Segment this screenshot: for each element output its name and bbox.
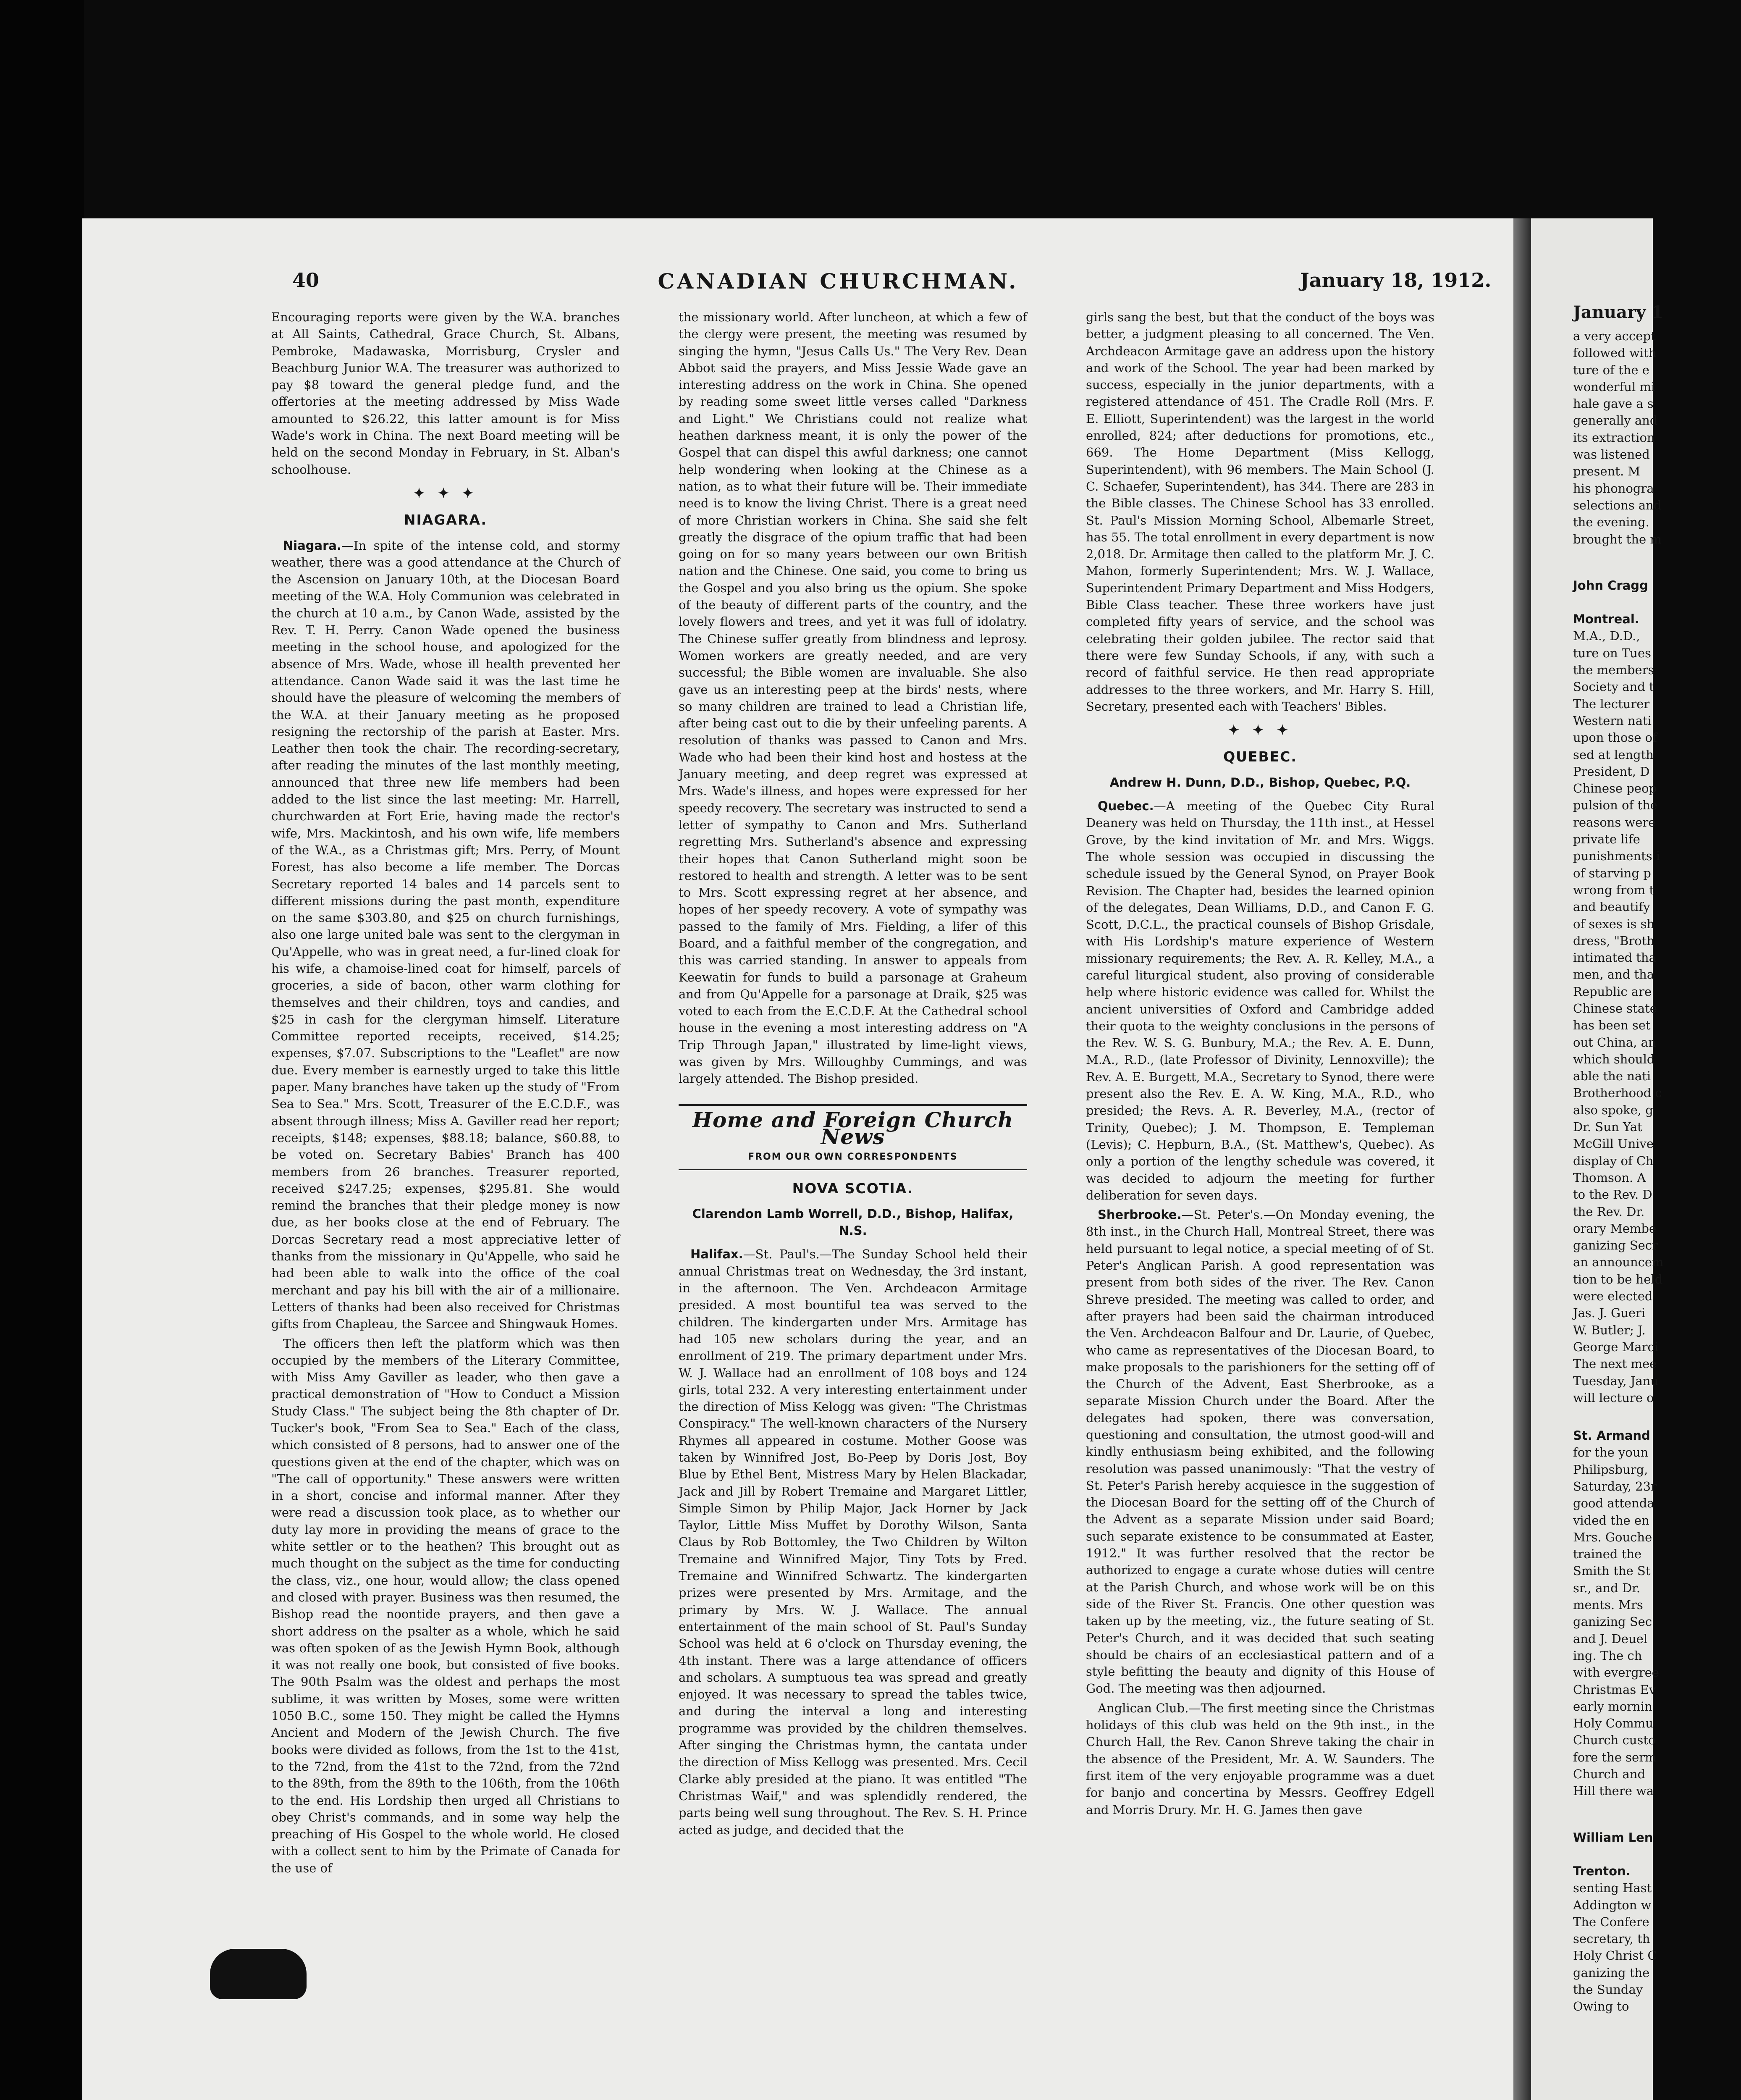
adjacent-place-lead-trenton: Trenton. bbox=[1573, 1864, 1631, 1878]
adjacent-line: able the nati bbox=[1573, 1069, 1651, 1084]
adjacent-line: ture on Tues bbox=[1573, 646, 1651, 660]
adjacent-line: upon those of bbox=[1573, 730, 1657, 745]
adjacent-line: McGill Unive bbox=[1573, 1137, 1654, 1151]
adjacent-line: ganizing Sec bbox=[1573, 1614, 1652, 1629]
halifax-paragraph bbox=[679, 1246, 1027, 1838]
adjacent-line: private life bbox=[1573, 832, 1640, 847]
issue-date: January 18, 1912. bbox=[1300, 269, 1492, 291]
adjacent-line: wonderful mi bbox=[1573, 379, 1655, 394]
adjacent-line: selections and bbox=[1573, 498, 1662, 512]
adjacent-line: an announcem bbox=[1573, 1255, 1664, 1270]
adjacent-line: ganizing Secr bbox=[1573, 1238, 1658, 1253]
adjacent-line: Owing to bbox=[1573, 1999, 1629, 2014]
adjacent-line: the Rev. Dr. bbox=[1573, 1204, 1645, 1219]
adjacent-line: with evergree bbox=[1573, 1665, 1659, 1680]
adjacent-line: vided the en bbox=[1573, 1513, 1649, 1528]
adjacent-line: secretary, th bbox=[1573, 1932, 1650, 1946]
adjacent-place-lead-montreal: Montreal. bbox=[1573, 612, 1639, 627]
adjacent-lines-b bbox=[1573, 627, 1741, 1406]
adjacent-line: of sexes is sh bbox=[1573, 916, 1655, 931]
adjacent-line: for the youn bbox=[1573, 1445, 1649, 1460]
adjacent-line: ments. Mrs bbox=[1573, 1598, 1643, 1612]
adjacent-line: senting Hast bbox=[1573, 1881, 1652, 1895]
adjacent-line: dress, "Broth bbox=[1573, 933, 1655, 948]
diocese-heading-niagara: NIAGARA. bbox=[404, 512, 488, 528]
adjacent-line: Chinese state bbox=[1573, 1001, 1657, 1016]
niagara-paragraph bbox=[271, 537, 620, 1333]
adjacent-place-lead-st-armand: St. Armand bbox=[1573, 1428, 1650, 1443]
adjacent-line: The lecturer bbox=[1573, 696, 1650, 711]
adjacent-line: Church and bbox=[1573, 1767, 1646, 1782]
scanner-thumb-shadow bbox=[210, 1949, 307, 1999]
adjacent-line: intimated tha bbox=[1573, 950, 1656, 965]
adjacent-line: sr., and Dr. bbox=[1573, 1580, 1641, 1595]
china-address-paragraph: the missionary world. After luncheon, at which a few of the clergy were present, the meeting was resumed by singing the hymn, "Jesus Calls Us." The Very Rev. Dean Abbot said the prayers, and Miss Jessie Wade gave an interesting address on the work in China. She opened by reading some sweet little verses called "Darkness and Light." We Christians could not realize what heathen darkness meant, it is only the power of the Gospel that can dispel this awful darkness; one cannot help wondering when looking at the Chinese as a nation, as to what their future will be. Their immediate need is to know the living Christ. There is a great need of more Christian workers in China. She said she felt greatly the disgrace of the opium traffic that had been going on for so many years between our own British nation and the Chinese. One said, you come to bring us the Gospel and you also bring us the opium. She spoke of the beauty of different parts of the country, and the lovely flowers and trees, and yet it was full of idolatry. The Chinese suffer greatly from blindness and leprosy. Women workers are greatly needed, and are very successful; the Bible women are invaluable. She also gave us an interesting peep at the birds' nests, where so many children are trained to lead a Christian life, after being cast out to die by their unfeeling parents. A resolution of thanks was passed to Canon and Mrs. Wade who had been their kind host and hostess at the January meeting, and deep regret was expressed at Mrs. Wade's illness, and hopes were expressed for her speedy recovery. The secretary was instructed to send a letter of sympathy to Canon and Mrs. Sutherland regretting Mrs. Sutherland's absence and expressing their hopes that Canon Sutherland might soon be restored to health and strength. A letter was to be sent to Mrs. Scott expressing regret at her absence, and hopes of her speedy recovery. A vote of sympathy was passed to the family of Mrs. Fielding, a lifer of this Board, and a faithful member of the congregation, and this was carried standing. In answer to appeals from Keewatin for funds to build a parsonage at Graheum and from Qu'Appelle for a parsonage at Draik, $25 was voted to each from the E.C.D.F. At the Cathedral school house in the evening a most interesting address on "A Trip Through Japan," illustrated by lime-light views, was given by Mrs. Willoughby Cummings, and was largely attended. The Bishop presided. bbox=[679, 310, 1027, 1086]
adjacent-line: Thomson. A bbox=[1573, 1170, 1646, 1185]
adjacent-line: ganizing the bbox=[1573, 1965, 1650, 1980]
adjacent-line: followed with bbox=[1573, 346, 1657, 360]
adjacent-line: early mornin bbox=[1573, 1699, 1652, 1714]
banner-subtitle: FROM OUR OWN CORRESPONDENTS bbox=[748, 1152, 958, 1163]
adjacent-line: Holy Christ C bbox=[1573, 1948, 1657, 1963]
adjacent-bishop-heading-1: John Cragg bbox=[1573, 578, 1648, 593]
newspaper-page bbox=[82, 218, 1513, 2100]
diocese-heading-nova-scotia: NOVA SCOTIA. bbox=[792, 1180, 914, 1197]
adjacent-line: his phonogra bbox=[1573, 481, 1654, 496]
adjacent-line: Western nati bbox=[1573, 713, 1652, 728]
adjacent-line: and beautify bbox=[1573, 900, 1650, 914]
adjacent-line: Christmas Ev bbox=[1573, 1682, 1656, 1697]
anglican-club-paragraph: Anglican Club.—The first meeting since the Christmas holidays of this club was held on the 9th inst., in the Church Hall, the Rev. Canon Shreve taking the chair in the absence of the President, Mr. A. W. Saunders. The first item of the very enjoyable programme was a duet for banjo and concertina by Messrs. Geoffrey Edgell and Morris Drury. Mr. H. G. James then gave bbox=[1086, 1701, 1434, 1817]
column-2 bbox=[679, 309, 1027, 1841]
adjacent-line: also spoke, g bbox=[1573, 1102, 1653, 1117]
adjacent-lines-c bbox=[1573, 1444, 1741, 1799]
adjacent-bishop-heading-2: William Len bbox=[1573, 1830, 1653, 1845]
adjacent-line: brought the m bbox=[1573, 532, 1662, 546]
adjacent-line: generally and bbox=[1573, 413, 1658, 428]
adjacent-line: the evening. bbox=[1573, 515, 1649, 530]
adjacent-line: Chinese peop bbox=[1573, 781, 1657, 796]
page-number: 40 bbox=[292, 269, 320, 291]
column-3 bbox=[1086, 309, 1434, 1821]
section-banner bbox=[679, 1104, 1027, 1170]
adjacent-line: trained the bbox=[1573, 1547, 1642, 1562]
adjacent-line: were elected bbox=[1573, 1289, 1653, 1304]
adjacent-line: Saturday, 23r bbox=[1573, 1479, 1657, 1494]
bishop-line-nova-scotia: Clarendon Lamb Worrell, D.D., Bishop, Halifax, N.S. bbox=[692, 1206, 1014, 1238]
niagara-paragraph-2: The officers then left the platform which was then occupied by the members of the Literary Committee, with Miss Amy Gaviller as leader, who then gave a practical demonstration of "How to Conduct a Mission Study Class." The subject being the 8th chapter of Dr. Tucker's book, "From Sea to Sea." Each of the class, which consisted of 8 persons, had to answer one of the questions given at the end of the chapter, which was on "The call of opportunity." These answers were written in a short, concise and informal manner. After they were read a discussion took place, as to whether our duty lay more in providing the means of grace to the white settler or to the heathen? This brought out as much thought on the subject as the time for conducting the class, viz., one hour, would allow; the class opened and closed with prayer. Business was then resumed, the Bishop read the noontide prayers, and then gave a short address on the psalter as a whole, which he said was often spoken of as the Jewish Hymn Book, although it was not really one book, but consisted of five books. The 90th Psalm was the oldest and perhaps the most sublime, it was written by Moses, some were written 1050 B.C., some 150. They might be called the Hymns Ancient and Modern of the Jewish Church. The five books were divided as follows, from the 1st to the 41st, to the 72nd, from the 41st to the 72nd, from the 72nd to the 89th, from the 89th to the 106th, from the 106th to the end. His Lordship then urged all Christians to obey Christ's commands, and in some way help the preaching of His Gospel to the whole world. He closed with a collect sent to him by the Primate of Canada for the use of bbox=[271, 1336, 620, 1875]
adjacent-line: Dr. Sun Yat bbox=[1573, 1120, 1642, 1134]
adjacent-line: sed at length bbox=[1573, 747, 1654, 762]
adjacent-line: wrong from t bbox=[1573, 882, 1654, 897]
adjacent-line: which should bbox=[1573, 1052, 1655, 1066]
adjacent-line: and J. Deuel bbox=[1573, 1631, 1648, 1646]
page-gutter bbox=[1513, 218, 1531, 2100]
adjacent-line: Mrs. Gouche bbox=[1573, 1530, 1652, 1544]
adjacent-line: out China, an bbox=[1573, 1035, 1656, 1050]
adjacent-line: M.A., D.D., bbox=[1573, 629, 1640, 643]
adjacent-line: pulsion of the bbox=[1573, 798, 1657, 813]
adjacent-lines-a bbox=[1573, 328, 1741, 548]
adjacent-line: present. M bbox=[1573, 464, 1641, 479]
adjacent-line: the members bbox=[1573, 663, 1654, 677]
adjacent-line: George Marci bbox=[1573, 1339, 1658, 1354]
adjacent-page-date: January 1 bbox=[1573, 302, 1663, 322]
adjacent-page-column bbox=[1573, 328, 1741, 2015]
section-ornament: ✦ ✦ ✦ bbox=[1228, 722, 1293, 738]
adjacent-line: Brotherhood c bbox=[1573, 1086, 1662, 1100]
adjacent-line: Jas. J. Gueri bbox=[1573, 1306, 1646, 1320]
niagara-text: —In spite of the intense cold, and stormy weather, there was a good attendance at the Church of the Ascension on January 10th, at the Diocesan Board meeting of the W.A. Holy Communion was celebrated in the church at 10 a.m., by Canon Wade, assisted by the Rev. T. H. Perry. Canon Wade opened the business meeting in the school house, and apologized for the absence of Mrs. Wade, whose ill health prevented her attendance. Canon Wade said it was the last time he should have the pleasure of welcoming the members of the W.A. at their January meeting as he proposed resigning the rectorship of the parish at Easter. Mrs. Leather then took the chair. The recording-secretary, after reading the minutes of the last monthly meeting, announced that three new life members had been added to the list since the last meeting: Mr. Harrell, churchwarden at Fort Erie, having made the rector's wife, Mrs. Mackintosh, and his own wife, life members of the W.A., as a Christmas gift; Mrs. Perry, of Mount Forest, has also become a life member. The Dorcas Secretary reported 14 bales and 14 parcels sent to different missions during the past month, expenditure on the same $303.80, and $25 on church furnishings, also one large united bale was sent to the clergyman in Qu'Appelle, who was in great need, a fur-lined cloak for his wife, a chamoise-lined coat for himself, parcels of groceries, a side of bacon, other warm clothing for themselves and their children, toys and candies, and $25 in cash for the clergyman himself. Literature Committee reported receipts, received, $14.25; expenses, $7.07. Subscriptions to the "Leaflet" are now due. Every member is earnestly urged to take this little paper. Many branches have taken up the study of "From Sea to Sea." Mrs. Scott, Treasurer of the E.C.D.F., was absent through illness; Miss A. Gaviller read her report; receipts, $148; expenses, $88.18; balance, $60.88, to be voted on. Secretary Babies' Branch has 400 members from 26 branches. Treasurer reported, received $247.25; expenses, $295.81. She would remind the branches that their pledge money is now due, as her books close at the end of February. The Dorcas Secretary read a most appreciative letter of thanks from the missionary in Qu'Appelle, who said he had been able to walk into the office of the coal merchant and pay his bill with the air of a millionaire. Letters of thanks had been also received for Christmas gifts from Chapleau, the Sarcee and Shingwauk Homes. bbox=[271, 538, 620, 1331]
adjacent-line: display of Ch bbox=[1573, 1153, 1654, 1168]
bishop-line-quebec: Andrew H. Dunn, D.D., Bishop, Quebec, P.Q. bbox=[1109, 775, 1411, 790]
adjacent-line: the Sunday bbox=[1573, 1982, 1643, 1997]
place-lead-niagara: Niagara. bbox=[283, 538, 341, 553]
adjacent-line: Smith the St bbox=[1573, 1564, 1651, 1578]
adjacent-line: of starving p bbox=[1573, 866, 1651, 880]
diocese-heading-quebec: QUEBEC. bbox=[1223, 748, 1297, 765]
adjacent-line: ture of the e bbox=[1573, 362, 1649, 377]
publication-title: CANADIAN CHURCHMAN. bbox=[658, 269, 1019, 294]
adjacent-line: President, D bbox=[1573, 764, 1650, 779]
adjacent-line: orary Membe bbox=[1573, 1221, 1657, 1236]
page-header bbox=[82, 269, 1513, 302]
adjacent-line: has been set bbox=[1573, 1018, 1651, 1033]
quebec-paragraph bbox=[1086, 798, 1434, 1204]
wa-branches-paragraph: Encouraging reports were given by the W.A. branches at All Saints, Cathedral, Grace Church, St. Albans, Pembroke, Madawaska, Morrisburg, Crysler and Beachburg Junior W.A. The treasurer was authorized to pay $8 toward the general pledge fund, and the offertories at the meeting addressed by Miss Wade amounted to $26.22, this latter amount is for Miss Wade's work in China. The next Board meeting will be held on the second Monday in February, in St. Alban's schoolhouse. bbox=[271, 310, 620, 477]
adjacent-page bbox=[1531, 218, 1664, 2100]
place-lead-quebec: Quebec. bbox=[1098, 799, 1154, 814]
adjacent-line: a very accept bbox=[1573, 329, 1656, 343]
adjacent-line: to the Rev. D bbox=[1573, 1187, 1652, 1202]
adjacent-line: The next mee bbox=[1573, 1357, 1657, 1371]
adjacent-line: will lecture o bbox=[1573, 1390, 1654, 1405]
adjacent-line: Addington w bbox=[1573, 1898, 1652, 1912]
adjacent-line: ing. The ch bbox=[1573, 1648, 1642, 1663]
sherbrooke-paragraph bbox=[1086, 1206, 1434, 1697]
adjacent-line: tion to be held bbox=[1573, 1272, 1663, 1286]
banner-title: Home and Foreign Church News bbox=[692, 1107, 1014, 1149]
adjacent-lines-d bbox=[1573, 1880, 1741, 2015]
adjacent-line: The Confere bbox=[1573, 1914, 1649, 1929]
sunday-school-paragraph: girls sang the best, but that the conduct of the boys was better, a judgment pleasing to all concerned. The Ven. Archdeacon Armitage gave an address upon the history and work of the School. The year had been marked by success, especially in the junior departments, with a registered attendance of 451. The Cradle Roll (Mrs. F. E. Elliott, Superintendent) was the largest in the world enrolled, 824; after deductions for promotions, etc., 669. The Home Department (Miss Kellogg, Superintendent), with 96 members. The Main School (J. C. Schaefer, Superintendent), has 344. There are 283 in the Bible classes. The Chinese School has 33 enrolled. St. Paul's Mission Morning School, Albemarle Street, has 55. The total enrollment in every department is now 2,018. Dr. Armitage then called to the platform Mr. J. C. Mahon, formerly Superintendent; Mrs. W. J. Wallace, Superintendent Primary Department and Miss Hodgers, Bible Class teacher. These three workers have just completed fifty years of service, and the school was celebrating their golden jubilee. The rector said that there were few Sunday Schools, if any, with such a record of faithful service. He then read appropriate addresses to the three workers, and Mr. Harry S. Hill, Secretary, presented each with Teachers' Bibles. bbox=[1086, 310, 1434, 714]
adjacent-line: Hill there wa bbox=[1573, 1784, 1654, 1798]
adjacent-line: Tuesday, Janu bbox=[1573, 1373, 1659, 1388]
adjacent-line: good attenda bbox=[1573, 1496, 1654, 1511]
column-1 bbox=[271, 309, 620, 1879]
place-lead-halifax: Halifax. bbox=[690, 1247, 743, 1262]
place-lead-sherbrooke: Sherbrooke. bbox=[1098, 1208, 1182, 1222]
adjacent-line: its extraction bbox=[1573, 430, 1655, 445]
adjacent-line: Republic are bbox=[1573, 984, 1652, 999]
quebec-text: —A meeting of the Quebec City Rural Deanery was held on Thursday, the 11th inst., at Hessel Grove, by the kind invitation of Mr. and Mrs. Wiggs. The whole session was occupied in discussing the schedule issued by the General Synod, on Prayer Book Revision. The Chapter had, besides the learned opinion of the delegates, Dean Williams, D.D., and Canon F. G. Scott, D.C.L., the practical counsels of Bishop Grisdale, with His Lordship's mature experience of Western missionary requirements; the Rev. A. R. Kelley, M.A., a careful liturgical student, also proving of considerable help where historic evidence was called for. Whilst the ancient universities of Oxford and Cambridge added their quota to the weighty conclusions in the persons of the Rev. W. S. G. Bunbury, M.A.; the Rev. A. E. Dunn, M.A., R.D., (late Professor of Divinity, Lennoxville); the Rev. A. E. Burgett, M.A., Secretary to Synod, there were present also the Rev. E. A. W. King, M.A., R.D., who presided; the Revs. A. R. Beverley, M.A., (rector of Trinity, Quebec); J. M. Thompson, E. Templeman (Levis); C. Hepburn, B.A., (St. Matthew's, Quebec). As only a portion of the lengthy schedule was covered, it was decided to adjourn the meeting for further deliberation for seven days. bbox=[1086, 799, 1434, 1202]
sherbrooke-text: —St. Peter's.—On Monday evening, the 8th inst., in the Church Hall, Montreal Street, there was held pursuant to legal notice, a special meeting of of St. Peter's Anglican Parish. A good representation was present from both sides of the river. The Rev. Canon Shreve presided. The meeting was called to order, and after prayers had been said the chairman introduced the Ven. Archdeacon Balfour and Dr. Laurie, of Quebec, who came as representatives of the Diocesan Board, to make proposals to the parishioners for the setting off of the Church of the Advent, East Sherbrooke, as a separate Mission Church under the Board. After the delegates had spoken, there was conversation, questioning and consultation, the utmost good-will and kindly enthusiasm being exhibited, and the following resolution was passed unanimously: "That the vestry of St. Peter's Parish hereby acquiesce in the suggestion of the Diocesan Board for the setting off of the Church of the Advent as a separate Mission under said Board; such separate existence to be consummated at Easter, 1912." It was further resolved that the rector be authorized to engage a curate whose duties will centre at the Parish Church, and whose work will be on this side of the River St. Francis. One other question was taken up by the meeting, viz., the future seating of St. Peter's Church, and it was decided that such seating should be chairs of an ecclesiastical pattern and of a style befitting the beauty and dignity of this House of God. The meeting was then adjourned. bbox=[1086, 1208, 1434, 1696]
section-ornament: ✦ ✦ ✦ bbox=[413, 485, 478, 501]
adjacent-line: Philipsburg, bbox=[1573, 1462, 1648, 1477]
adjacent-line: Society and t bbox=[1573, 680, 1654, 694]
adjacent-line: men, and tha bbox=[1573, 967, 1654, 982]
adjacent-line: W. Butler; J. bbox=[1573, 1323, 1646, 1337]
scan-border bbox=[0, 0, 84, 2100]
adjacent-line: was listened bbox=[1573, 447, 1650, 462]
halifax-text: —St. Paul's.—The Sunday School held their annual Christmas treat on Wednesday, the 3rd instant, in the afternoon. The Ven. Archdeacon Armitage presided. A most bountiful tea was served to the children. The kindergarten under Mrs. Armitage has had 105 new scholars during the year, and an enrollment of 219. The primary department under Mrs. W. J. Wallace had an enrollment of 108 boys and 124 girls, total 232. A very interesting entertainment under the direction of Miss Kelogg was given: "The Christmas Conspiracy." The well-known characters of the Nursery Rhymes all appeared in costume. Mother Goose was taken by Winnifred Jost, Bo-Peep by Doris Jost, Boy Blue by Ethel Bent, Mistress Mary by Helen Blackadar, Jack and Jill by Robert Tremaine and Margaret Littler, Simple Simon by Philip Major, Jack Horner by Jack Taylor, Little Miss Muffet by Dorothy Wilson, Santa Claus by Rob Bottomley, the Two Children by Wilton Tremaine and Winnifred Major, Tiny Tots by Fred. Tremaine and Winnifred Schwartz. The kindergarten prizes were presented by Mrs. Armitage, and the primary by Mrs. W. J. Wallace. The annual entertainment of the main school of St. Paul's Sunday School was held at 6 o'clock on Thursday evening, the 4th instant. There was a large attendance of officers and scholars. A sumptuous tea was spread and greatly enjoyed. It was necessary to spread the tables twice, and during the interval a long and interesting programme was provided by the children themselves. After singing the Christmas hymn, the cantata under the direction of Miss Kellogg was presented. Mrs. Cecil Clarke ably presided at the piano. It was entitled "The Christmas Waif," and was splendidly rendered, the parts being well sung throughout. The Rev. S. H. Prince acted as judge, and decided that the bbox=[679, 1247, 1027, 1837]
adjacent-line: hale gave a s bbox=[1573, 396, 1654, 411]
adjacent-line: reasons were bbox=[1573, 815, 1656, 830]
adjacent-line: fore the serm bbox=[1573, 1750, 1657, 1764]
adjacent-line: punishments i bbox=[1573, 849, 1660, 864]
adjacent-line: Holy Commu bbox=[1573, 1716, 1653, 1731]
adjacent-line: Church custo bbox=[1573, 1733, 1656, 1748]
